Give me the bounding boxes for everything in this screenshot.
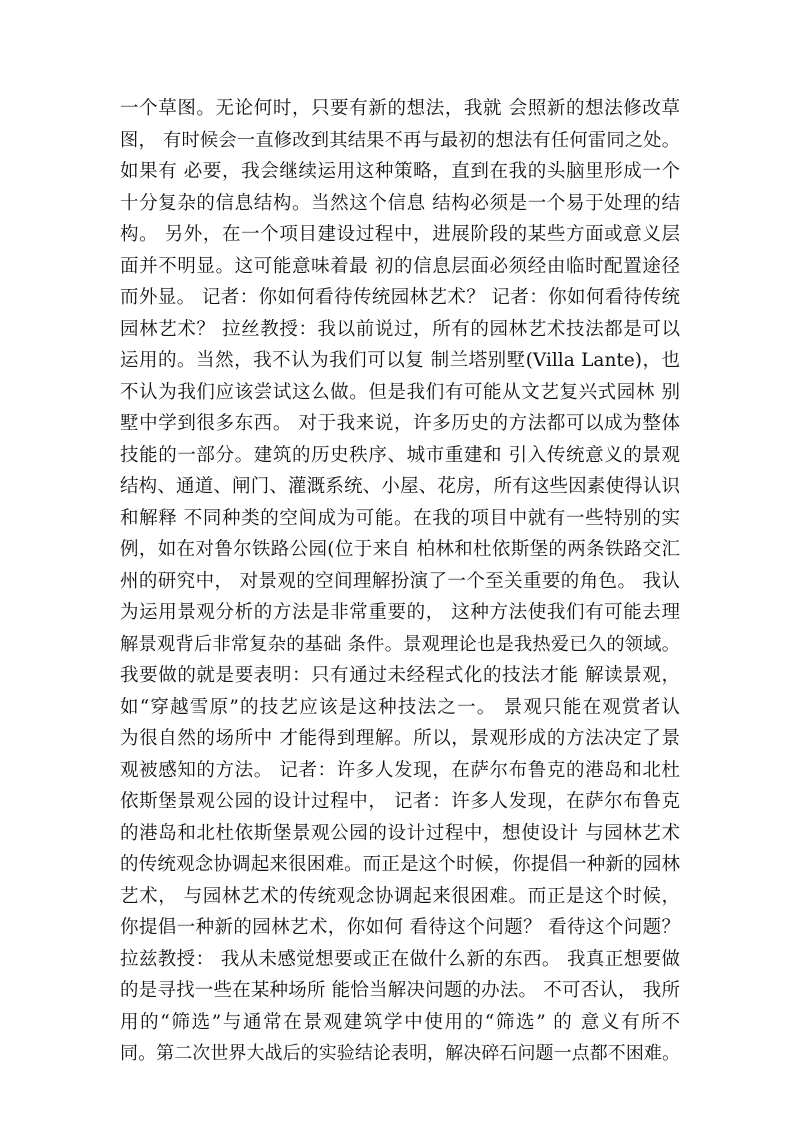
text-line: 构。 另外，在一个项目建设过程中，进展阶段的某些方面或意义层 (120, 224, 680, 245)
text-line: 的是寻找一些在某种场所 能恰当解决问题的办法。 不可否认， 我所 (120, 980, 680, 1001)
text-line: 墅中学到很多东西。 对于我来说，许多历史的方法都可以成为整体 (120, 413, 680, 434)
text-line: 如“穿越雪原”的技艺应该是这种技法之一。 景观只能在观赏者认 (120, 696, 680, 718)
text-line: 不认为我们应该尝试这么做。但是我们有可能从文艺复兴式园林 别 (120, 381, 680, 403)
text-line: 技能的一部分。建筑的历史秩序、城市重建和 引入传统意义的景观 (120, 444, 680, 466)
text-line: 结构、通道、闸门、灌溉系统、小屋、花房，所有这些因素使得认识 (120, 476, 680, 497)
text-line: 例，如在对鲁尔铁路公园(位于来自 柏林和杜依斯堡的两条铁路交汇 (120, 539, 680, 560)
text-line: 你提倡一种新的园林艺术，你如何 看待这个问题？ 看待这个问题？ (120, 917, 680, 938)
text-line: 图， 有时候会一直修改到其结果不再与最初的想法有任何雷同之处。 (120, 129, 680, 151)
text-line: 的港岛和北杜依斯堡景观公园的设计过程中，想使设计 与园林艺术 (120, 822, 680, 844)
text-line: 用的“筛选”与通常在景观建筑学中使用的“筛选” 的 意义有所不 (120, 1011, 680, 1033)
text-line: 观被感知的方法。 记者：许多人发现，在萨尔布鲁克的港岛和北杜 (120, 759, 680, 781)
text-line: 拉兹教授： 我从未感觉想要或正在做什么新的东西。 我真正想要做 (120, 948, 680, 970)
body-text (120, 93, 680, 1070)
text-line: 依斯堡景观公园的设计过程中， 记者：许多人发现，在萨尔布鲁克 (120, 791, 680, 812)
text-line: 而外显。 记者：你如何看待传统园林艺术？ 记者：你如何看待传统 (120, 287, 680, 308)
text-line: 的传统观念协调起来很困难。而正是这个时候，你提倡一种新的园林 (120, 854, 680, 875)
text-line: 解景观背后非常复杂的基础 条件。景观理论也是我热爱已久的领域。 (120, 633, 680, 655)
text-line: 如果有 必要，我会继续运用这种策略，直到在我的头脑里形成一个 (120, 161, 680, 182)
text-line: 和解释 不同种类的空间成为可能。在我的项目中就有一些特别的实 (120, 507, 680, 529)
text-line: 艺术， 与园林艺术的传统观念协调起来很困难。而正是这个时候， (120, 885, 680, 907)
text-line: 为运用景观分析的方法是非常重要的， 这种方法使我们有可能去理 (120, 602, 680, 623)
text-line: 一个草图。无论何时，只要有新的想法，我就 会照新的想法修改草 (120, 98, 680, 119)
text-line: 我要做的就是要表明：只有通过未经程式化的技法才能 解读景观， (120, 665, 680, 686)
text-line: 为很自然的场所中 才能得到理解。所以，景观形成的方法决定了景 (120, 728, 680, 749)
text-line: 运用的。当然，我不认为我们可以复 制兰塔别墅(Villa Lante)，也 (120, 350, 680, 371)
text-line: 面并不明显。这可能意味着最 初的信息层面必须经由临时配置途径 (120, 255, 680, 277)
text-line: 同。第二次世界大战后的实验结论表明，解决碎石问题一点都不困难。 (120, 1043, 680, 1064)
text-line: 十分复杂的信息结构。当然这个信息 结构必须是一个易于处理的结 (120, 192, 680, 214)
text-line: 州的研究中， 对景观的空间理解扮演了一个至关重要的角色。 我认 (120, 570, 680, 592)
text-line: 园林艺术？ 拉丝教授：我以前说过，所有的园林艺术技法都是可以 (120, 318, 680, 340)
